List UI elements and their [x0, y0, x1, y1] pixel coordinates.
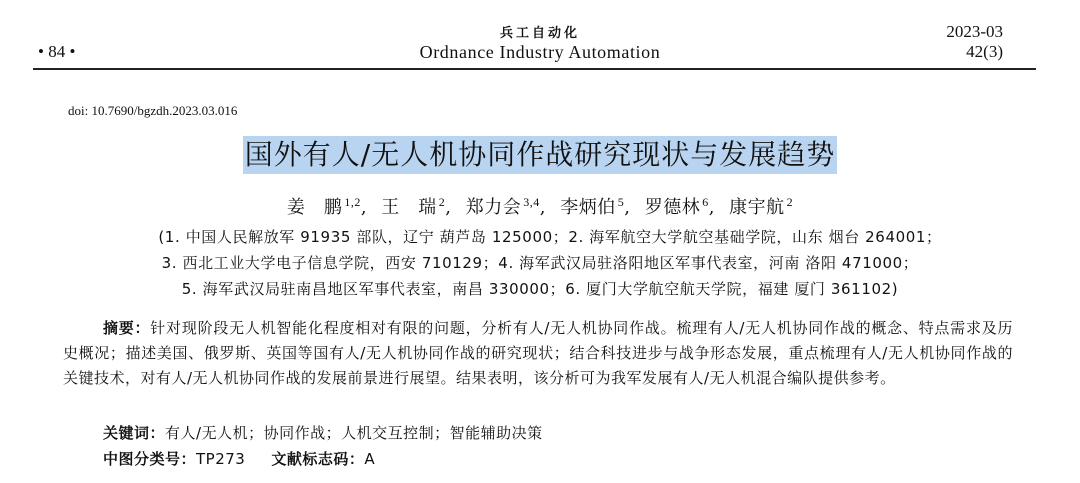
author-list: 姜 鹏 $^{1,2}$, 王 瑞 $^2$, 郑力会 $^{3,4}$, 李炳伯 $^5$, 罗德林 $^6$, 康宇航 $^2$ — [286, 195, 794, 218]
affiliation-line-3: 5. 海军武汉局驻南昌地区军事代表室，南昌 330000；6. 厦门大学航空航天学院，福建 厦门 361102) — [181, 280, 899, 298]
author: 罗德林 $^6$ — [644, 195, 709, 218]
issue-date: 2023-03 — [946, 22, 1003, 41]
abstract — [63, 316, 1013, 391]
affiliation-line-2: 3. 西北工业大学电子信息学院，西安 710129；4. 海军武汉局驻洛阳地区军事代表室，河南 洛阳 471000； — [161, 254, 919, 272]
keywords-label: 关键词： — [103, 424, 166, 442]
issue-volume: 42(3) — [966, 42, 1003, 61]
doc-code-value: A — [364, 450, 376, 468]
header-rule — [33, 68, 1036, 70]
affiliation-line-1: (1. 中国人民解放军 91935 部队，辽宁 葫芦岛 125000；2. 海军航空大学航空基础学院，山东 烟台 264001； — [158, 228, 942, 246]
journal-title-en: Ordnance Industry Automation — [419, 42, 661, 62]
author: 康宇航 $^2$ — [729, 195, 794, 218]
doc-code-label: 文献标志码： — [271, 450, 365, 468]
clc-label: 中图分类号： — [103, 450, 197, 468]
author: 姜 鹏 $^{1,2}$ — [286, 195, 361, 218]
paper-title[interactable]: 国外有人/无人机协同作战研究现状与发展趋势 — [243, 136, 837, 174]
keywords — [103, 422, 543, 443]
author: 郑力会 $^{3,4}$ — [465, 195, 540, 218]
author: 李炳伯 $^5$ — [560, 195, 625, 218]
paper-title-wrapper — [0, 136, 1080, 174]
keywords-text: 有人/无人机；协同作战；人机交互控制；智能辅助决策 — [165, 424, 543, 442]
doi-line[interactable]: doi: 10.7690/bgzdh.2023.03.016 — [68, 103, 238, 118]
page-number: • 84 • — [38, 42, 76, 61]
abstract-text: 针对现阶段无人机智能化程度相对有限的问题，分析有人/无人机协同作战。梳理有人/无人机协同作战的概念、特点需求及历史概况；描述美国、俄罗斯、英国等国有人/无人机协同作战的研究现状；结合科技进步与战争形态发展，重点梳理有人/无人机协同作战的关键技术，对有人/无人机协同作战的发展前景进行展望。结果表明，该分析可为我军发展有人/无人机混合编队提供参考。 — [63, 319, 1013, 387]
author: 王 瑞 $^2$ — [381, 195, 446, 218]
clc-value: TP273 — [196, 450, 246, 468]
journal-title-cn: 兵工自动化 — [499, 26, 580, 41]
abstract-label: 摘要： — [103, 319, 151, 337]
classification-line — [103, 448, 375, 469]
